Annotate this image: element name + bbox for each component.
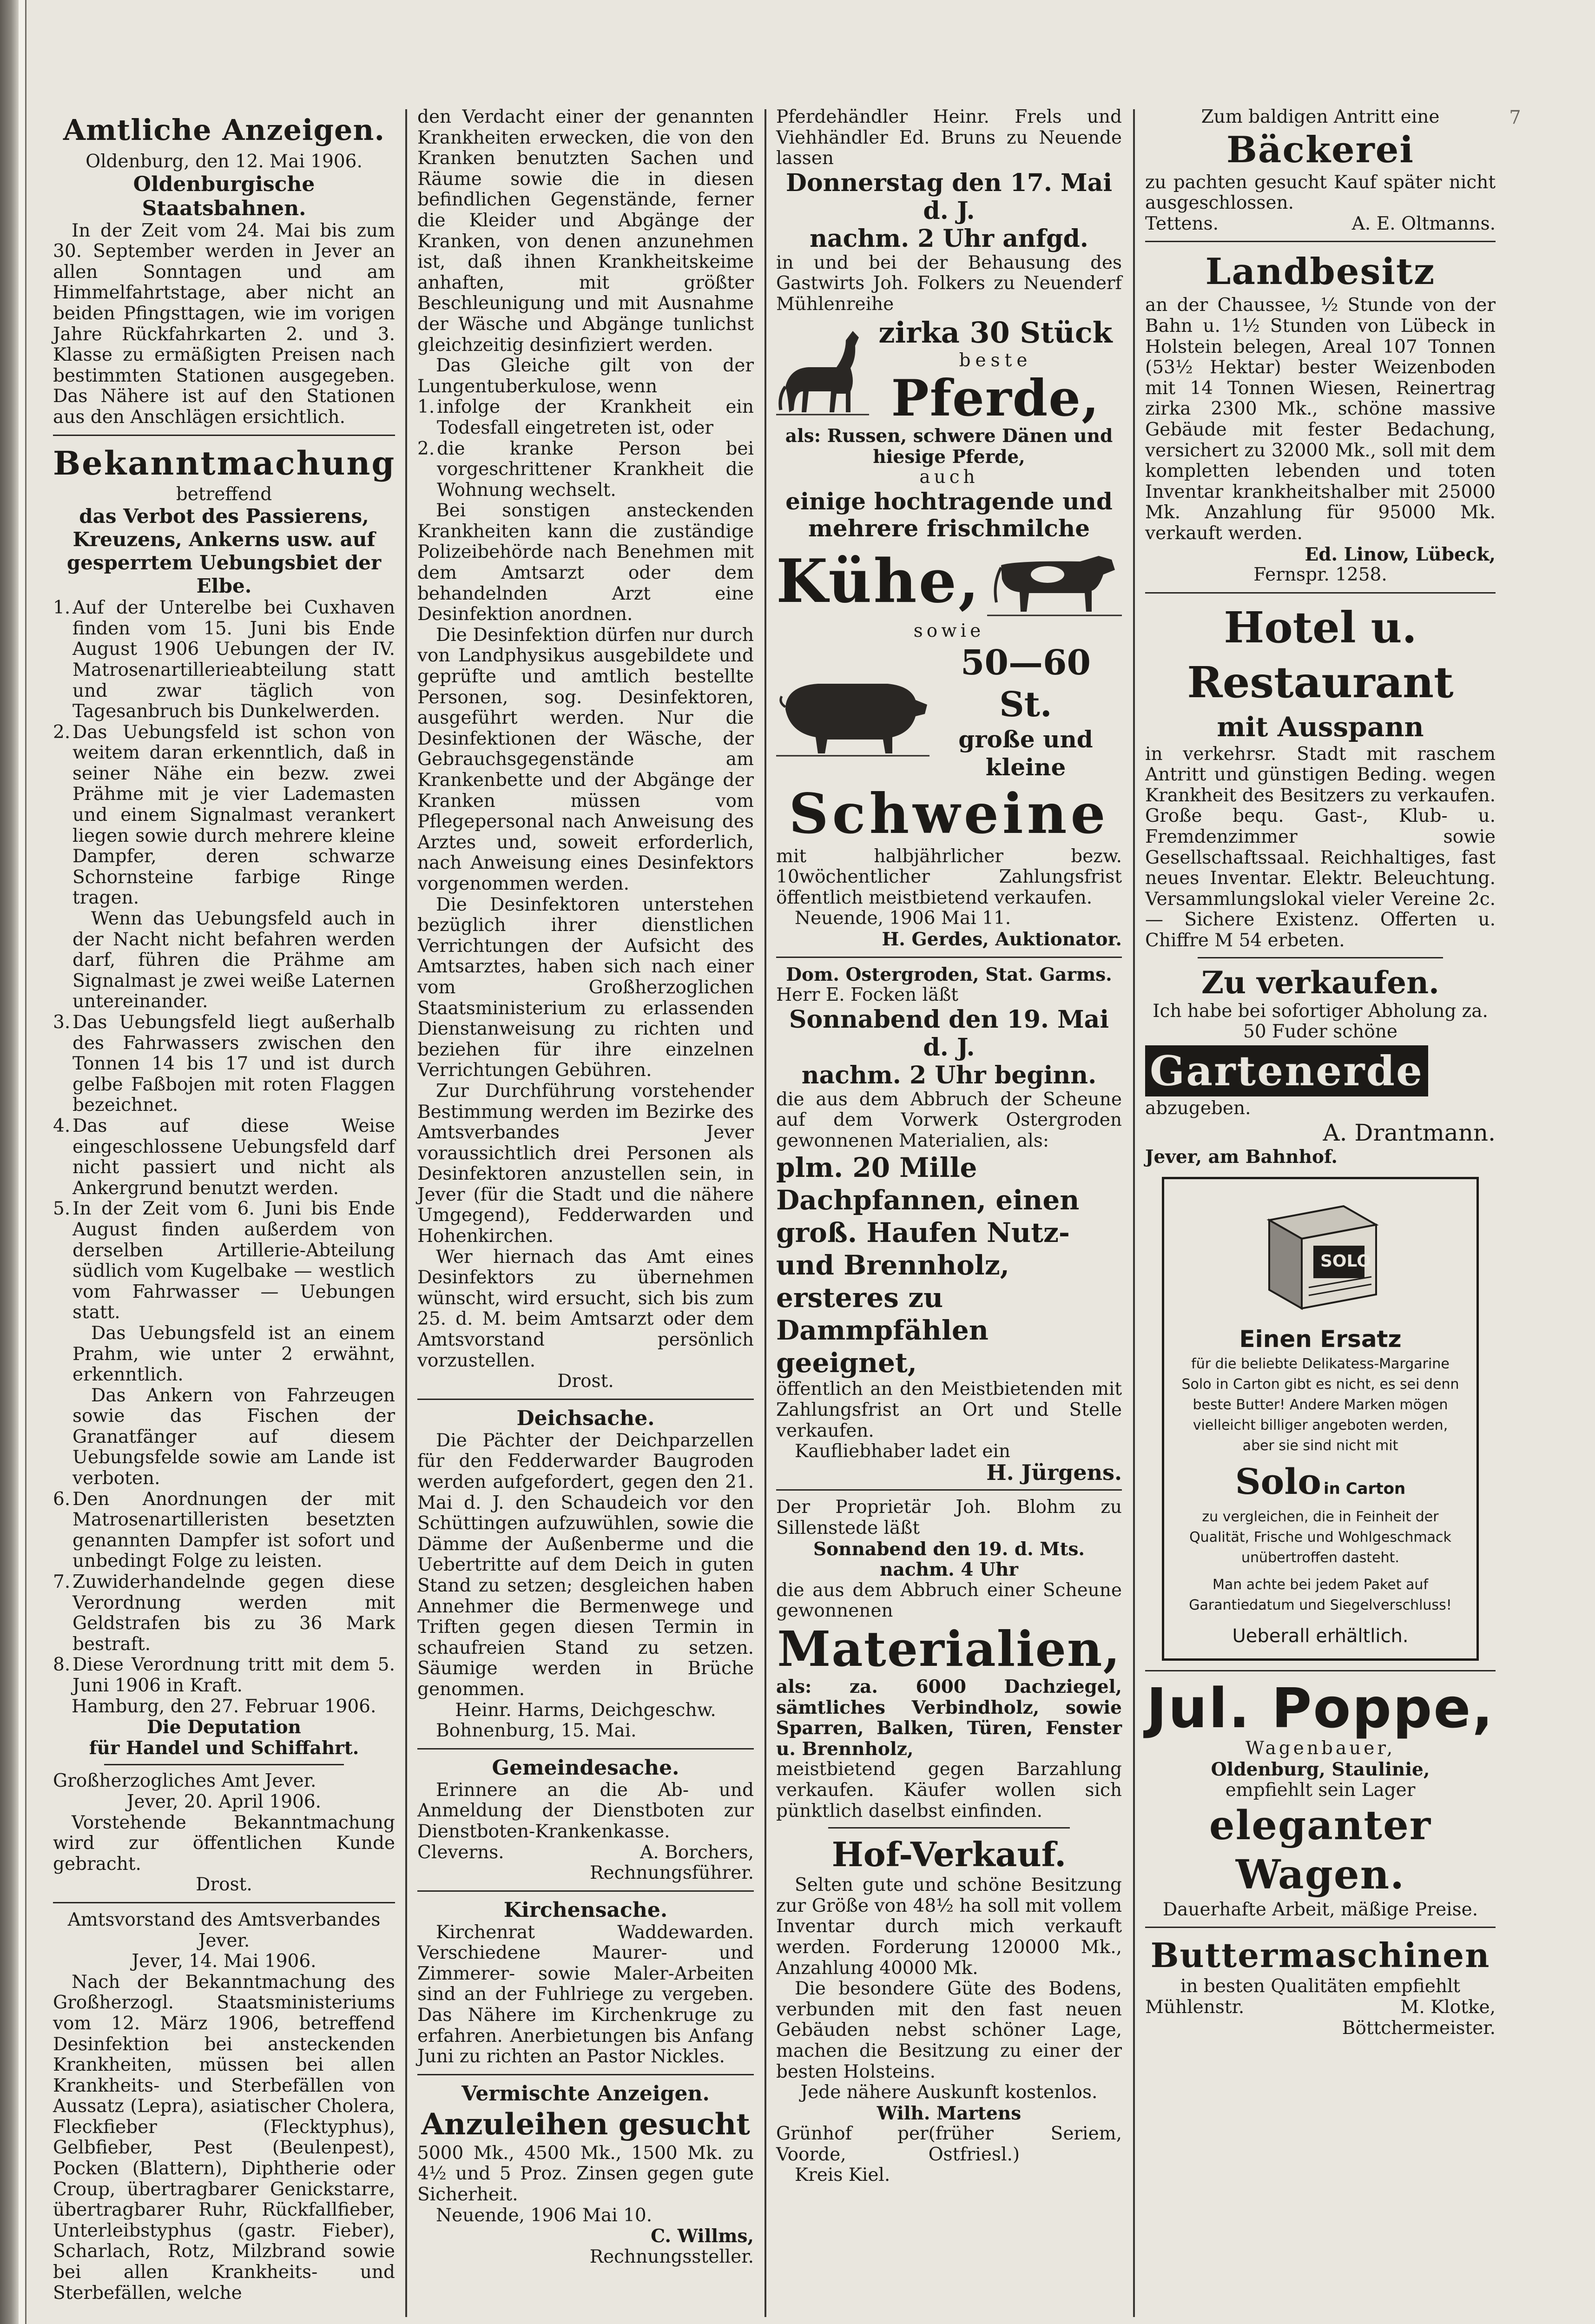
page-edge — [19, 0, 26, 2324]
pferd-intro: Pferdehändler Heinr. Frels und Viehhändler Ed. Bruns zu Neuende lassen — [776, 107, 1122, 169]
page-number: 7 — [1509, 107, 1521, 128]
amt-body: Vorstehende Bekanntmachung wird zur öffentlichen Kunde gebracht. — [53, 1812, 395, 1875]
in-carton: in Carton — [1324, 1479, 1406, 1498]
solo-carton-image — [1251, 1192, 1390, 1318]
column-1 — [45, 107, 403, 2319]
bek-items — [53, 598, 395, 1696]
muehlenstr: Mühlenstr. — [1145, 1996, 1245, 2018]
kirchen-body: Kirchenrat Waddewarden. Verschiedene Maurer- und Zimmerer- sowie Maler-Arbeiten sind an der Fuhlriege zu vergeben. Das Nähere im Kirchenkruge zu erfahren. Anerbietungen bis Anfang Juni zu richten an Pastor Nickles. — [417, 1921, 754, 2067]
blohm-time: nachm. 4 Uhr — [880, 1559, 1018, 1581]
horse-illustration — [776, 317, 869, 424]
land-title: Landbesitz — [1205, 251, 1436, 293]
anleihen-date: Neuende, 1906 Mai 10. — [436, 2205, 652, 2226]
list-item-number — [53, 1386, 72, 1489]
divider — [776, 957, 1122, 958]
bek-sig: Die Deputation — [147, 1717, 301, 1738]
hof-body: Selten gute und schöne Besitzung zur Größe von 48½ ha soll mit vollem Inventar durch mich verkauft werden. Forderung 120000 Mk., Anzahlung 40000 Mk. — [776, 1875, 1122, 1979]
pferd-time: nachm. 2 Uhr anfgd. — [810, 224, 1088, 253]
neuende-date: Neuende, 1906 Mai 11. — [795, 908, 1011, 929]
dom-line: Dom. Ostergroden, Stat. Garms. — [786, 964, 1112, 985]
hof-sig: Wilh. Martens — [877, 2102, 1022, 2124]
zahlung: mit halbjährlicher bezw. 10wöchentlicher Zahlungsfrist öffentlich meistbietend verkaufen. — [776, 845, 1122, 908]
kuehe: Kühe, — [776, 546, 981, 616]
verband-body: Nach der Bekanntmachung des Großherzogl. Staatsministeriums vom 12. März 1906, betreffend Desinfektion bei ansteckenden Krankheiten, müssen bei allen Krankheits- und Sterbefällen von Aussatz (Lepra), asiatischer Cholera, Fleckfieber (Flecktyphus), Gelbfieber, Pest (Beulenpest), Pocken (Blattern), Diphtherie oder Croup, übertragbarer Genickstarre, übertragbarer Ruhr, Rückfallfieber, Unterleibstyphus (gastr. Fieber), Scharlach, Rotz, Milzbrand sowie bei allen Krankheits- und Sterbefällen, welche — [53, 1971, 395, 2304]
butter-title: Buttermaschinen — [1150, 1935, 1490, 1975]
divider — [1145, 1670, 1496, 1671]
column-2 — [409, 107, 762, 2319]
bekanntmachung-title: Bekanntmachung — [53, 443, 396, 482]
divider — [776, 1489, 1122, 1491]
gemeinde-body: Erinnere an die Ab- und Anmeldung der Dienstboten zur Dienstboten-Krankenkasse. — [417, 1779, 754, 1842]
list-item-number: 3. — [53, 1012, 71, 1033]
land-sig: Ed. Linow, Lübeck, — [1305, 543, 1496, 565]
hotel-body: in verkehrsr. Stadt mit raschem Antritt und günstigen Beding. wegen Krankheit des Besitzers zu verkaufen. Große bequ. Gast-, Klub- u. Fremdenzimmer sowie Gesellschaftssaal. Reichhaltiges, fast neues Inventar. Elektr. Beleuchtung. Versammlungslokal vieler Vereine 2c. — Sichere Existenz. Offerten u. Chiffre M 54 erbeten. — [1145, 743, 1496, 951]
auktionator: H. Gerdes, Auktionator. — [882, 928, 1122, 950]
list-item-text: Das Ankern von Fahrzeugen sowie das Fischen der Granatfänger auf diesem Uebungsfelde sowie am Lande ist verboten. — [72, 1385, 395, 1489]
lunge-intro: Das Gleiche gilt von der Lungentuberkulose, wenn — [417, 355, 754, 397]
hof-place: Grünhof per Voorde, — [776, 2123, 929, 2165]
material-list: plm. 20 Mille Dachpfannen, einen groß. Haufen Nutz- und Brennholz, ersteres zu Dammpfählen geeignet, — [776, 1152, 1080, 1379]
list-item — [53, 1489, 395, 1572]
list-item-number: 2. — [53, 721, 71, 743]
hochtragende: einige hochtragende und mehrere frischmilche — [785, 487, 1113, 542]
hof-body-2: Die besondere Güte des Bodens, verbunden mit den fast neuen Gebäuden nebst schöner Lage, machen die Besitzung zu einer der besten Holsteins. — [776, 1978, 1122, 2082]
zirka-block — [869, 315, 1122, 426]
list-item-number: 7. — [53, 1571, 71, 1593]
page-number-area — [1506, 107, 1524, 128]
list-item-number — [53, 1323, 72, 1386]
pig-illustration — [776, 663, 929, 760]
list-item-text: Den Anordnungen der mit Matrosenartilleristen besetzten genannten Dampfer ist sofort und unbedingt Folge zu leisten. — [72, 1488, 395, 1572]
pferd-date: Donnerstag den 17. Mai d. J. — [785, 168, 1113, 225]
schweine-count-block — [929, 642, 1122, 781]
list-item — [417, 439, 754, 501]
divider — [417, 1748, 754, 1750]
ostergroden-time: nachm. 2 Uhr beginn. — [801, 1061, 1097, 1089]
butter-sig-row — [1145, 1997, 1496, 2018]
paragraph: Zur Durchführung vorstehender Bestimmung werden im Bezirke des Amtsverbandes Jever voraussichtlich drei Personen als Desinfektoren anzustellen sein, in Jever (für die Stadt und die nähere Umgegend), Fedderwarden und Hohenkirchen. — [417, 1080, 754, 1247]
drantmann-sig: A. Drantmann. — [1323, 1119, 1496, 1147]
list-item — [53, 1386, 395, 1489]
als-line: als: Russen, schwere Dänen und hiesige Pferde, — [785, 425, 1113, 468]
solo-advert — [1162, 1177, 1479, 1661]
hof-sig-note: (früher Seriem, Ostfriesl.) — [928, 2123, 1122, 2165]
divider — [1198, 957, 1443, 958]
hof-sig-row — [776, 2124, 1122, 2165]
list-item-number: 5. — [53, 1198, 71, 1220]
solo-text: für die beliebte Delikatess-Margarine Solo in Carton gibt es nicht, es sei denn beste Butter! Andere Marken mögen vielleicht billiger angeboten werden, aber sie sind nicht mit — [1181, 1356, 1459, 1454]
paragraph: Die Desinfektoren unterstehen bezüglich ihrer dienstlichen Verrichtungen der Aufsicht des Amtsarztes, haben sich nach einer vom Großherzoglichen Staatsministerium zu erlassenden Dienstanweisung zu richten und beziehen für ihre einzelnen Verrichtungen Gebühren. — [417, 894, 754, 1081]
wagenbauer: Wagenbauer, — [1245, 1738, 1396, 1759]
baeck-sig: A. E. Oltmanns. — [1351, 213, 1496, 234]
list-item-number: 2. — [417, 438, 435, 459]
sowie: sowie — [913, 620, 985, 641]
paragraph: Die Desinfektion dürfen nur durch von Landphysikus ausgebildete und geprüfte und amtlich bestellte Personen, sog. Desinfektoren, ausgeführt werden. Nur die Desinfektionen der Wäsche, der Gebrauchsgegenstände am Krankenbette und der Abgänge der Kranken müssen vom Pflegepersonal nach Anweisung des Arztes und, soweit erforderlich, nach Anweisung eines Desinfektors vorgenommen werden. — [417, 624, 754, 894]
jever-bahnhof: Jever, am Bahnhof. — [1145, 1146, 1338, 1168]
list-item — [53, 909, 395, 1012]
deich-sig: Heinr. Harms, Deichgeschw. — [455, 1699, 716, 1721]
anleihen-sig: C. Willms, — [651, 2225, 754, 2247]
hof-title: Hof-Verkauf. — [831, 1835, 1067, 1875]
blohm-abbruch: die aus dem Abbruch einer Scheune gewonnenen — [776, 1579, 1122, 1622]
bek-subject: das Verbot des Passierens, Kreuzens, Ankerns usw. auf gesperrtem Uebungsbiet der Elbe. — [66, 505, 382, 598]
divider — [104, 1764, 343, 1765]
baeck-body: zu pachten gesucht Kauf später nicht ausgeschlossen. — [1145, 172, 1496, 214]
solo-text-3: Man achte bei jedem Paket auf Garantiedatum und Siegelverschluss! — [1189, 1577, 1452, 1613]
divider — [417, 2074, 754, 2075]
meistbietend: meistbietend gegen Barzahlung verkaufen. Käufer wollen sich pünktlich daselbst einfinden. — [776, 1759, 1122, 1822]
list-item — [53, 1323, 395, 1386]
oeffentlich: öffentlich an den Meistbietenden mit Zahlungsfrist an Ort und Stelle verkaufen. — [776, 1379, 1122, 1441]
divider — [1145, 592, 1496, 594]
staatsbahn-date: Oldenburg, den 12. Mai 1906. — [86, 151, 362, 172]
oldenburg: Oldenburg, Staulinie, — [1211, 1758, 1430, 1780]
abzugeben: abzugeben. — [1145, 1097, 1251, 1119]
list-item — [53, 1116, 395, 1199]
divider — [828, 1827, 1070, 1829]
grosse-kleine: große und kleine — [958, 725, 1093, 781]
list-item-number: 6. — [53, 1488, 71, 1510]
eleganter-wagen: eleganter Wagen. — [1209, 1802, 1432, 1898]
gemeinde-sig-title: Rechnungsführer. — [590, 1862, 754, 1884]
list-item-text: In der Zeit vom 6. Juni bis Ende August finden außerdem von derselben Artillerie-Abteilung südlich vom Kugelbake — westlich vom Fahrwasser — Uebungen statt. — [72, 1198, 395, 1323]
deich-title: Deichsache. — [516, 1406, 655, 1430]
horse-row — [776, 315, 1122, 426]
focken: Herr E. Focken läßt — [776, 984, 958, 1006]
klotke-sig: M. Klotke, — [1400, 1996, 1496, 2018]
list-item-text: Das Uebungsfeld liegt außerhalb des Fahrwassers zwischen den Tonnen 14 bis 17 und ist durch gelbe Faßbojen mit roten Flaggen bezeichnet. — [72, 1012, 395, 1116]
amt-date: Jever, 20. April 1906. — [126, 1791, 322, 1812]
list-item — [53, 1012, 395, 1116]
list-item-text: Zuwiderhandelnde gegen diese Verordnung werden mit Geldstrafen bis zu 36 Mark bestraft. — [72, 1571, 395, 1655]
dauerhaft: Dauerhafte Arbeit, mäßige Preise. — [1162, 1899, 1478, 1920]
cow-row — [776, 542, 1122, 621]
anleihen-title: Anzuleihen gesucht — [421, 2106, 750, 2142]
list-item-number: 1. — [417, 396, 435, 418]
zu-verkaufen-body: Ich habe bei sofortiger Abholung za. 50 Fuder schöne — [1153, 1000, 1488, 1043]
pferd-place: in und bei der Behausung des Gastwirts Joh. Folkers zu Neuenderf Mühlenreihe — [776, 252, 1122, 315]
solo-carton-label: SOLO — [1320, 1252, 1371, 1271]
list-item-text: Auf der Unterelbe bei Cuxhaven finden vom 15. Juni bis Ende August 1906 Uebungen der IV. Matrosenartillerieabteilung statt und zwar täglich von Tagesanbruch bis Dunkelwerden. — [72, 597, 395, 722]
deich-place: Bohnenburg, 15. Mai. — [436, 1720, 637, 1742]
list-item-text: die kranke Person bei vorgeschrittener Krankheit die Wohnung wechselt. — [437, 438, 754, 501]
list-item-text: infolge der Krankheit ein Todesfall eingetreten ist, oder — [437, 396, 754, 438]
gemeinde-sig: A. Borchers, — [640, 1842, 754, 1863]
boettchermeister: Böttchermeister. — [1342, 2017, 1496, 2039]
beste: beste — [959, 350, 1032, 371]
baeck-intro: Zum baldigen Antritt eine — [1201, 107, 1440, 127]
list-item — [53, 598, 395, 722]
section-title-amtliche: Amtliche Anzeigen. — [63, 113, 385, 147]
gartenerde: Gartenerde — [1145, 1045, 1428, 1096]
hotel-sub: mit Ausspann — [1217, 711, 1424, 743]
list-item — [417, 397, 754, 438]
list-item-text: Das Uebungsfeld ist an einem Prahm, wie unter 2 erwähnt, erkenntlich. — [72, 1322, 395, 1386]
gemeinde-sig-row — [417, 1842, 754, 1863]
list-item — [53, 1655, 395, 1696]
ostergroden-date: Sonnabend den 19. Mai d. J. — [789, 1005, 1109, 1062]
vermischte-title: Vermischte Anzeigen. — [461, 2081, 710, 2106]
amt-sig: Drost. — [196, 1874, 252, 1895]
hotel-title: Hotel u. Restaurant — [1187, 602, 1454, 707]
divider — [417, 1890, 754, 1892]
list-item-number: 1. — [53, 597, 71, 619]
divider — [1145, 1927, 1496, 1928]
column-3 — [768, 107, 1130, 2319]
schweine-count: 50—60 St. — [961, 642, 1091, 725]
auch: auch — [919, 467, 979, 488]
column-rule — [1133, 109, 1135, 2317]
list-item-number: 8. — [53, 1654, 71, 1676]
baeckerei: Bäckerei — [1226, 128, 1414, 171]
verband-paragraphs — [417, 501, 754, 1371]
abbruch: die aus dem Abbruch der Scheune auf dem Vorwerk Ostergroden gewonnenen Materialien, als: — [776, 1089, 1122, 1151]
hof-place-2: Kreis Kiel. — [795, 2165, 890, 2186]
gemeinde-place: Cleverns. — [417, 1842, 504, 1863]
gemeinde-title: Gemeindesache. — [492, 1756, 679, 1780]
ueberall: Ueberall erhältlich. — [1232, 1625, 1409, 1647]
paragraph: Bei sonstigen ansteckenden Krankheiten kann die zuständige Polizeibehörde nach Benehmen mit dem Amtsarzt oder dem behandelnden Arzt eine Desinfektion anordnen. — [417, 500, 754, 625]
divider — [1145, 241, 1496, 242]
hof-auskunft: Jede nähere Auskunft kostenlos. — [800, 2082, 1098, 2103]
kirchen-title: Kirchensache. — [503, 1898, 668, 1922]
list-item — [53, 1199, 395, 1323]
pferde: Pferde, — [891, 369, 1100, 428]
bek-place-date: Hamburg, den 27. Februar 1906. — [72, 1696, 376, 1717]
divider — [417, 1399, 754, 1400]
staatsbahn-body: In der Zeit vom 24. Mai bis zum 30. September werden in Jever an allen Sonntagen und am Himmelfahrtstage, aber nicht an beiden Pfingsttagen, wie im vorigen Jahre Rückfahrkarten 2. und 3. Klasse zu ermäßigten Preisen nach bestimmten Stationen ausgegeben. Das Nähere ist auf den Stationen aus den Anschlägen ersichtlich. — [53, 220, 395, 428]
list-item-text: Das Uebungsfeld ist schon von weitem daran erkenntlich, daß in seiner Nähe ein bezw. zwei Prähme mit je vier Lademasten und einem Signalmast verankert liegen sowie durch mehrere kleine Dampfer, deren schwarze Schornsteine farbige Ringe tragen. — [72, 721, 395, 909]
divider — [53, 435, 395, 436]
anleihen-sig-title: Rechnungssteller. — [589, 2246, 754, 2267]
juergens-sig: H. Jürgens. — [986, 1459, 1122, 1485]
list-item — [53, 1572, 395, 1655]
materialien: Materialien, — [777, 1620, 1121, 1677]
verband-title: Amtsvorstand des Amtsverbandes Jever. — [67, 1909, 381, 1951]
verband-continued: den Verdacht einer der genannten Krankheiten erwecken, die von den Kranken benutzten Sachen und Räume sowie die in diesen befindlichen Gegenstände, ferner die Kleider und Abgänge der Kranken, von denen anzunehmen ist, daß ihnen Krankheitskeime anhaften, mit größter Beschleunigung und mit Ausnahme der Wäsche und Abgänge tunlichst gleichzeitig desinfiziert werden. — [417, 107, 754, 356]
divider — [53, 1902, 395, 1903]
pig-row — [776, 642, 1122, 781]
bek-betreffend: betreffend — [176, 483, 272, 505]
poppe-title: Jul. Poppe, — [1146, 1676, 1495, 1740]
land-body: an der Chaussee, ½ Stunde von der Bahn u. 1½ Stunden von Lübeck in Holstein belegen, Areal 107 Tonnen (53½ Hektar) bester Weizenboden mit 14 Tonnen Wiesen, Reinertrag zirka 2300 Mk., schöne massive Gebäude mit fester Bedachung, versichert zu 32000 Mk., soll mit dem kompletten lebenden und toten Inventar krankheitshalber mit 25000 Mk. Anzahlung für 95000 Mk. verkauft werden. — [1145, 295, 1496, 544]
gartenerde-row — [1145, 1045, 1496, 1096]
deich-body: Die Pächter der Deichparzellen für den Fedderwarder Baugroden werden aufgefordert, gegen den 21. Mai d. J. den Schaudeich vor den Schüttingen aufzuwühlen, sowie die Dämme der Außenberme und die Uebertritte auf dem Deich in guten Stand zu setzen; desgleichen haben Annehmer die Bermenwege und Triften gegen diesen Termin in schaufreien Stand zu setzen. Säumige werden in Brüche genommen. — [417, 1430, 754, 1700]
zu-verkaufen-title: Zu verkaufen. — [1201, 964, 1440, 1001]
list-item-text: Diese Verordnung tritt mit dem 5. Juni 1906 in Kraft. — [72, 1654, 395, 1696]
butter-body: in besten Qualitäten empfiehlt — [1180, 1976, 1461, 1997]
paragraph: Wer hiernach das Amt eines Desinfektors zu übernehmen wünscht, wird ersucht, sich bis zum 25. d. M. beim Amtsarzt oder dem Amtsvorstand persönlich vorzustellen. — [417, 1246, 754, 1371]
ersatz: Einen Ersatz — [1239, 1326, 1402, 1353]
baeck-place: Tettens. — [1145, 213, 1219, 234]
anleihen-body: 5000 Mk., 4500 Mk., 1500 Mk. zu 4½ und 5 Proz. Zinsen gegen gute Sicherheit. — [417, 2142, 754, 2205]
staatsbahn-title: Oldenburgische Staatsbahnen. — [133, 172, 315, 220]
blohm-date: Sonnabend den 19. d. Mts. — [813, 1538, 1085, 1560]
list-item-text: Das auf diese Weise eingeschlossene Uebungsfeld darf nicht passiert und nicht als Ankergrund benutzt werden. — [72, 1115, 395, 1199]
list-item — [53, 722, 395, 909]
solo-logo: Solo — [1235, 1461, 1321, 1502]
binding-edge — [0, 0, 19, 2324]
column-rule — [405, 109, 407, 2317]
land-tel: Fernspr. 1258. — [1253, 564, 1387, 586]
zirka: zirka 30 Stück — [878, 315, 1113, 350]
column-4 — [1137, 107, 1504, 2319]
cow-illustration — [987, 542, 1122, 621]
list-item-text: Wenn das Uebungsfeld auch in der Nacht nicht befahren werden darf, führen die Prähme am Signalmast je zwei weiße Laternen untereinander. — [72, 908, 395, 1012]
list-item-number: 4. — [53, 1115, 71, 1136]
bek-sig: für Handel und Schiffahrt. — [89, 1737, 359, 1759]
solo-logo-row — [1175, 1461, 1465, 1502]
empfiehlt: empfiehlt sein Lager — [1225, 1780, 1416, 1801]
baeck-sig-row — [1145, 214, 1496, 235]
kaufliebhaber: Kaufliebhaber ladet ein — [795, 1441, 1011, 1462]
blohm-intro: Der Proprietär Joh. Blohm zu Sillenstede läßt — [776, 1497, 1122, 1539]
oldenburg-line — [1145, 1759, 1496, 1781]
amt-jever: Großherzogliches Amt Jever. — [53, 1770, 316, 1792]
column-rule — [765, 109, 766, 2317]
schweine: Schweine — [789, 781, 1109, 846]
solo-text-2: zu vergleichen, die in Feinheit der Qualität, Frische und Wohlgeschmack unübertroffen dasteht. — [1189, 1509, 1451, 1566]
materialien-list: als: za. 6000 Dachziegel, sämtliches Verbindholz, sowie Sparren, Balken, Türen, Fenster u. Brennholz, — [776, 1676, 1122, 1760]
verband-date: Jever, 14. Mai 1906. — [132, 1951, 316, 1972]
list-item-number — [53, 909, 72, 1012]
verband-sig: Drost. — [557, 1371, 614, 1392]
lunge-items — [417, 397, 754, 501]
